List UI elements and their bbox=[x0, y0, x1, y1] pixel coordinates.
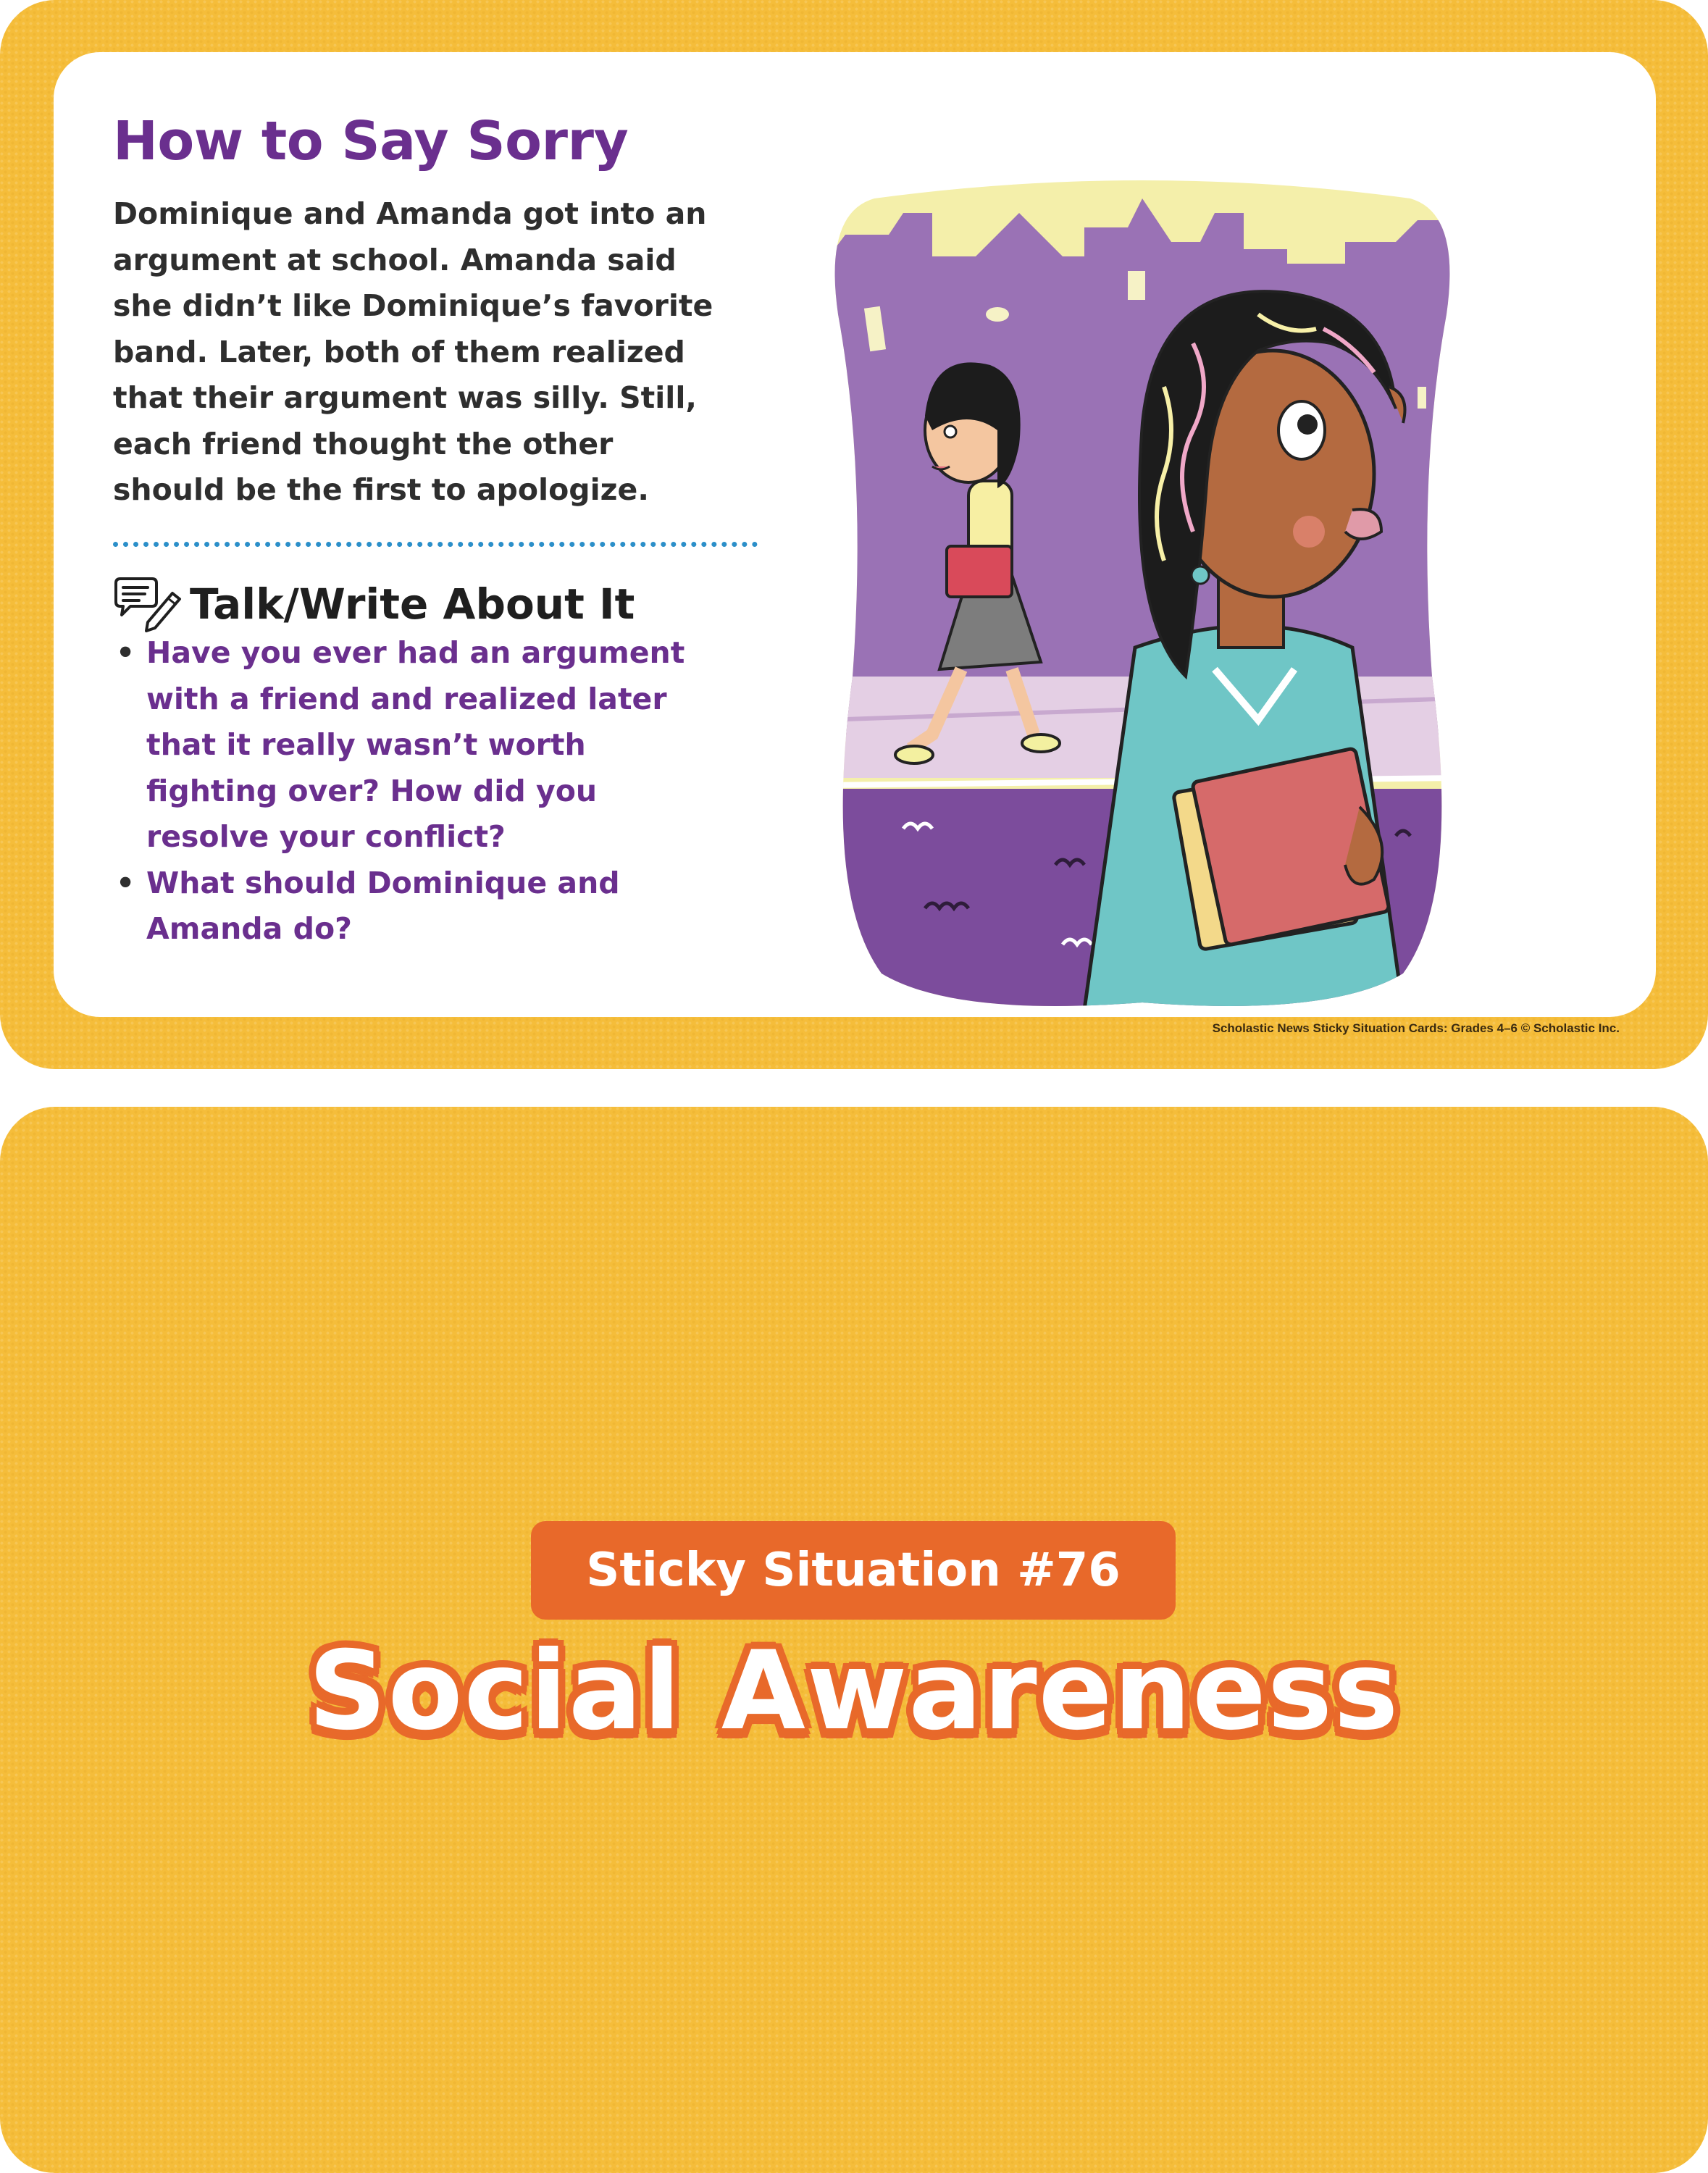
bullet: • bbox=[116, 635, 135, 670]
category-title: Social Awareness bbox=[308, 1628, 1400, 1754]
question-line: What should Dominique and bbox=[146, 865, 620, 900]
girls-walking-illustration bbox=[824, 169, 1461, 1007]
card-back bbox=[0, 1107, 1708, 2173]
story-line: Dominique and Amanda got into an bbox=[113, 196, 707, 231]
card-front-panel bbox=[54, 52, 1656, 1017]
speech-bubble-pencil-icon bbox=[110, 576, 185, 632]
question-line: fighting over? How did you bbox=[146, 773, 598, 808]
question-item bbox=[113, 630, 750, 861]
question-line: that it really wasn’t worth bbox=[146, 727, 586, 762]
story-line: that their argument was silly. Still, bbox=[113, 380, 697, 415]
question-line: Amanda do? bbox=[146, 911, 352, 946]
question-line: with a friend and realized later bbox=[146, 681, 667, 716]
question-item bbox=[113, 861, 750, 952]
talk-write-heading: Talk/Write About It bbox=[190, 579, 635, 629]
story-line: she didn’t like Dominique’s favorite bbox=[113, 288, 713, 323]
story-line: band. Later, both of them realized bbox=[113, 334, 685, 369]
bullet: • bbox=[116, 865, 135, 900]
talk-write-header bbox=[110, 575, 635, 633]
question-line: Have you ever had an argument bbox=[146, 635, 685, 670]
illustration bbox=[824, 169, 1461, 1007]
card-title: How to Say Sorry bbox=[113, 110, 629, 172]
story-line: should be the first to apologize. bbox=[113, 472, 649, 507]
situation-number-badge: Sticky Situation #76 bbox=[531, 1521, 1176, 1620]
card-front bbox=[0, 0, 1708, 1069]
question-line: resolve your conflict? bbox=[146, 819, 506, 854]
copyright-credit: Scholastic News Sticky Situation Cards: Grades 4–6 © Scholastic Inc. bbox=[1212, 1021, 1620, 1035]
story-line: argument at school. Amanda said bbox=[113, 242, 677, 277]
discussion-questions bbox=[113, 630, 750, 952]
story-text bbox=[113, 191, 743, 514]
dotted-divider bbox=[113, 542, 758, 547]
story-line: each friend thought the other bbox=[113, 426, 614, 461]
